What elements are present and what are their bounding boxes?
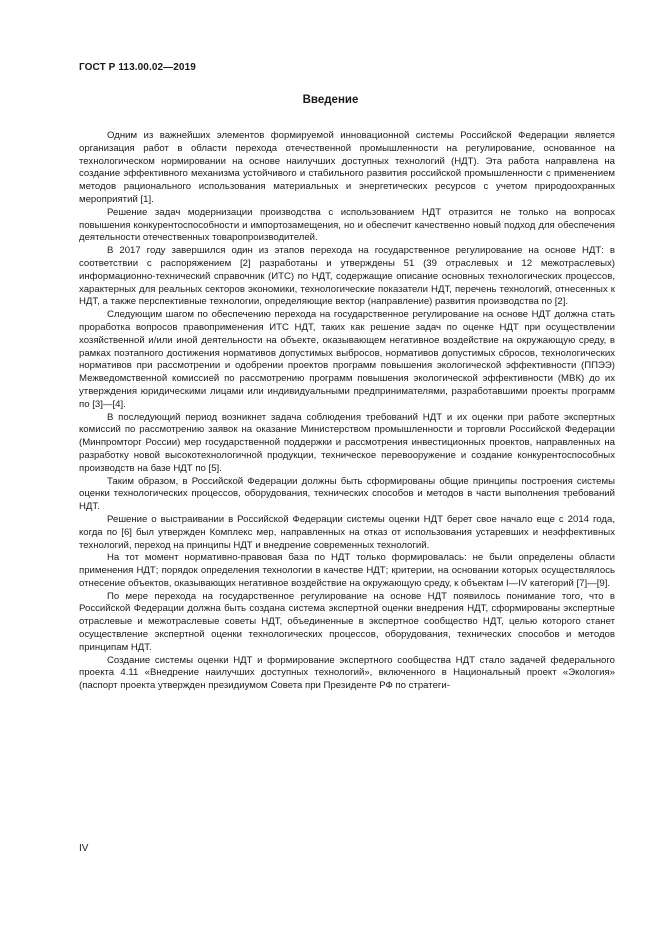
paragraph: Одним из важнейших элементов формируемой инновационной системы Российской Федерации является организация работ в области перехода отечественной промышленности на регулирование, основанное на технологическом нормировании на основе наилучших доступных технологий (НДТ). Эта работа направлена на создание эффективного механизма устойчивого и стабильного развития российской промышленности с применением методов рационального использования материальных и энергетических ресурсов с учетом природоохранных мероприятий [1]. xyxy=(79,130,615,205)
paragraph: В последующий период возникнет задача соблюдения требований НДТ и их оценки при работе экспертных комиссий по рассмотрению заявок на оказание Министерством промышленности и торговли Российской Федерации (Минпромторг России) мер государственной поддержки и рассмотрения инвестиционных проектов, направленных на разработку новой высокотехнологичной продукции, техническое перевооружение и создание конкурентоспособных производств на базе НДТ по [5]. xyxy=(79,411,615,474)
section-title: Введение xyxy=(302,94,359,106)
paragraph: Следующим шагом по обеспечению перехода на государственное регулирование на основе НДТ должна стать проработка вопросов правоприменения ИТС НДТ, таких как решение задач по оценке НДТ при осуществлении хозяйственной и/или иной деятельности на объекте, оказывающем негативное воздействие на окружающую среду, в рамках поэтапного достижения нормативов допустимых выбросов, нормативов допустимых сбросов, технологических нормативов при рассмотрении и одобрении проектов программ повышения экологической эффективности (ППЭЭ) Межведомственной комиссией по рассмотрению программ повышения экологической эффективности (МВК) до их утверждения юридическими лицами или индивидуальными предпринимателями, разработавшими проекты программ по [3]—[4]. xyxy=(79,309,615,410)
document-code: ГОСТ Р 113.00.02—2019 xyxy=(79,62,196,73)
page-number: IV xyxy=(79,843,89,854)
paragraph: Решение о выстраивании в Российской Федерации системы оценки НДТ берет свое начало еще с 2014 года, когда по [6] был утвержден Комплекс мер, направленных на отказ от использования устаревших и неэффективных технологий, переход на принципы НДТ и внедрение современных технологий. xyxy=(79,513,615,551)
paragraph: Решение задач модернизации производства с использованием НДТ отразится не только на вопросах повышения конкурентоспособности и импортозамещения, но и обеспечит качественно новый подход для обеспечения деятельности отечественных товаропроизводителей. xyxy=(79,206,615,244)
document-body xyxy=(79,130,615,693)
paragraph: На тот момент нормативно-правовая база по НДТ только формировалась: не были определены области применения НДТ; порядок определения технологии в качестве НДТ; критерии, на основании которых осуществлялось отнесение объектов, оказывающих негативное воздействие на окружающую среду, к объектам I—IV категорий [7]—[9]. xyxy=(79,552,615,589)
paragraph: В 2017 году завершился один из этапов перехода на государственное регулирование на основе НДТ: в соответствии с распоряжением [2] разработаны и утверждены 51 (39 отраслевых и 12 межотраслевых) информационно-технический справочник (ИТС) по НДТ, содержащие описание основных технологических процессов, характерных для реальных секторов экономики, технологические показатели НДТ, перечень технологий, отнесенных к НДТ, а также перспективные технологии, определяющие вектор (направление) развития производства по [2]. xyxy=(79,245,615,308)
paragraph: Создание системы оценки НДТ и формирование экспертного сообщества НДТ стало задачей федерального проекта 4.11 «Внедрение наилучших доступных технологий», включенного в Национальный проект «Экология» (паспорт проекта утвержден президиумом Совета при Президенте РФ по стратеги- xyxy=(79,654,615,692)
paragraph: Таким образом, в Российской Федерации должны быть сформированы общие принципы построения системы оценки технологических процессов, оборудования, технических способов и методов в части выполнения требований НДТ. xyxy=(79,475,615,513)
paragraph: По мере перехода на государственное регулирование на основе НДТ появилось понимание того, что в Российской Федерации должна быть создана система экспертной оценки внедрения НДТ, сформированы экспертные отраслевые и межотраслевые советы НДТ, объединенные в экспертное сообщество НДТ, целью которого станет осуществление экспертной оценки технологических процессов, оборудования, технических способов и методов принципам НДТ. xyxy=(79,590,615,653)
